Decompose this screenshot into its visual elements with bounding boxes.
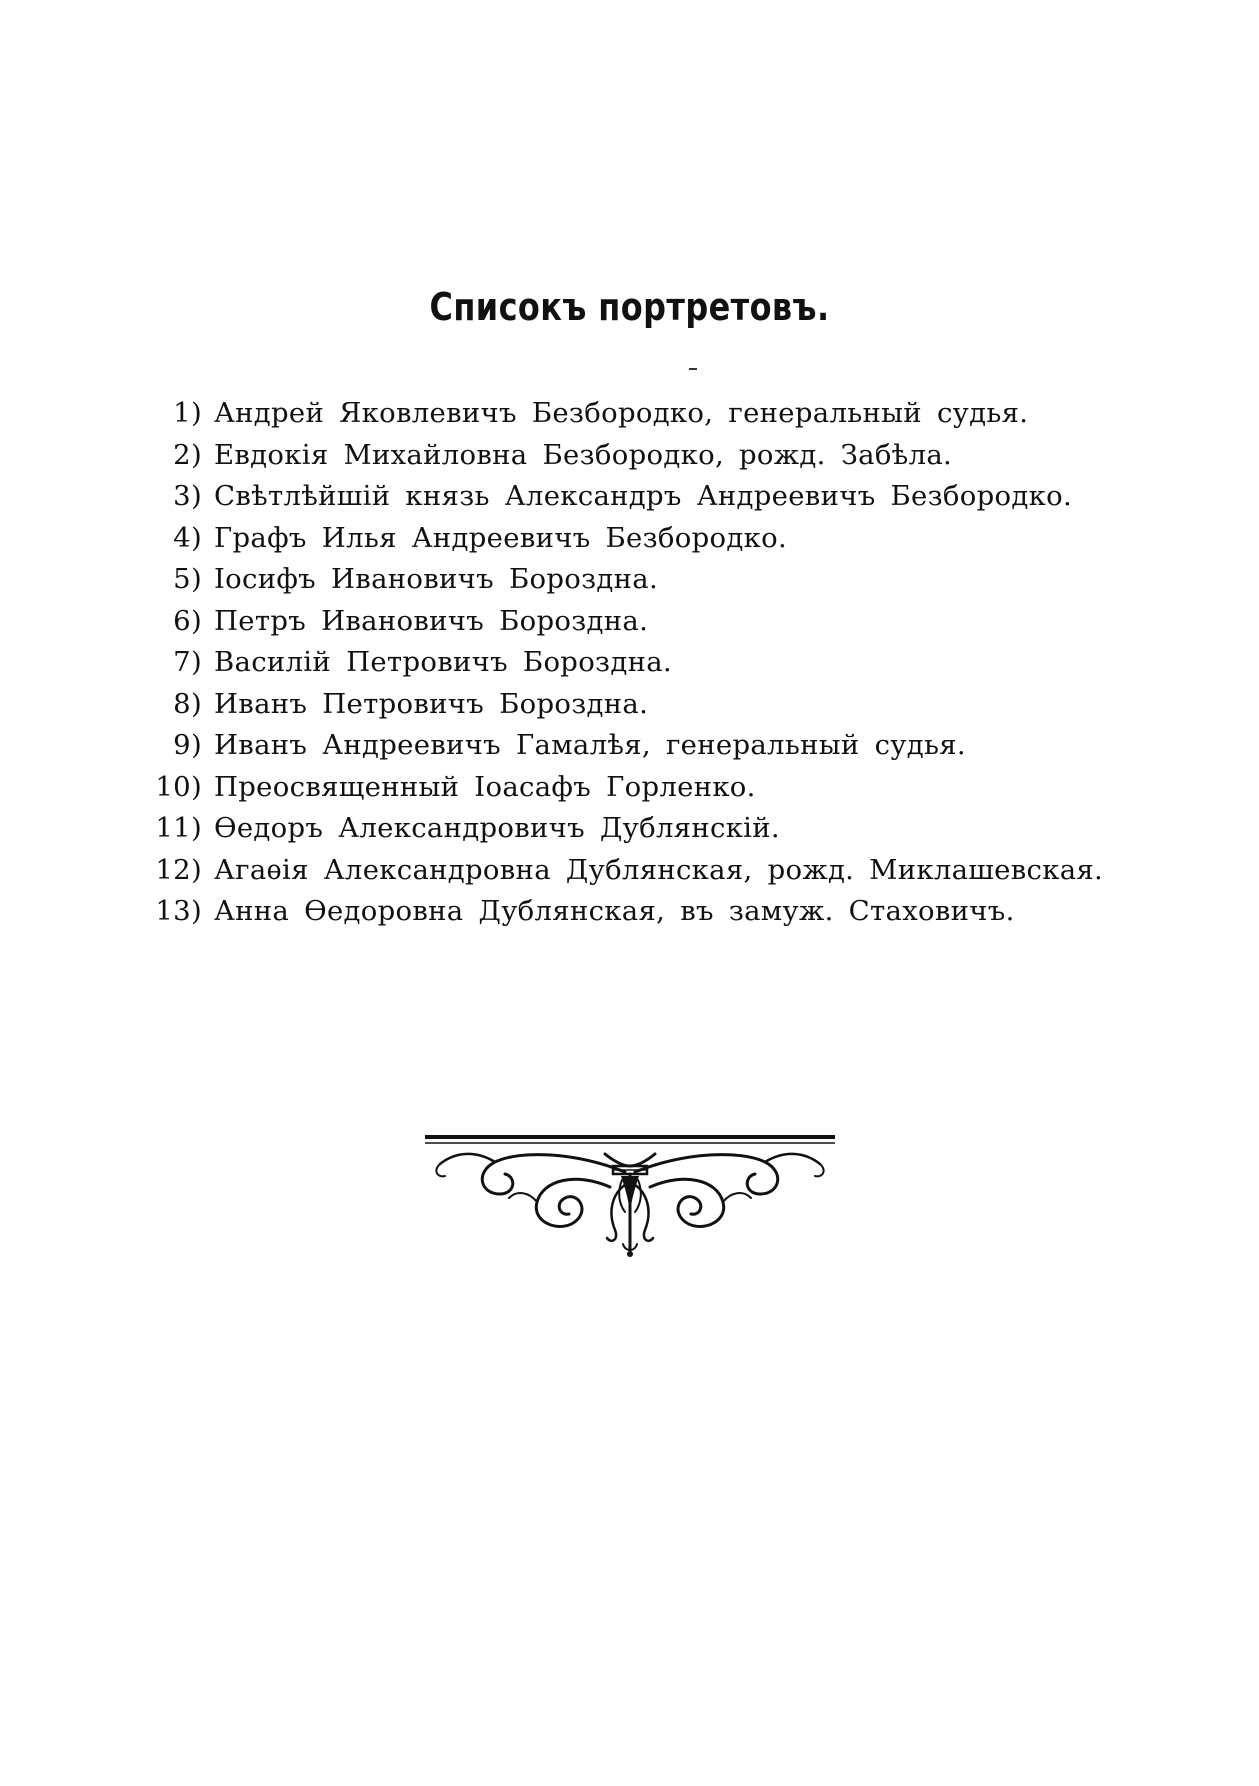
- list-item-text: Ѳедоръ Александровичъ Дублянскій.: [214, 812, 780, 844]
- title-dash-divider: [689, 368, 697, 370]
- list-item-number: 3): [173, 480, 202, 512]
- list-item-text: Свѣтлѣйшій князь Александръ Андреевичъ Безбородко.: [214, 480, 1073, 512]
- list-item-text: Петръ Ивановичъ Бороздна.: [214, 604, 649, 637]
- portrait-list: [146, 393, 1146, 933]
- list-item: [146, 808, 1146, 850]
- list-item-number: 1): [173, 397, 202, 429]
- list-item-text: Андрей Яковлевичъ Безбородко, генеральный судья.: [214, 397, 1029, 429]
- list-item: [146, 518, 1146, 560]
- list-item-number: 9): [173, 729, 202, 761]
- list-item: [146, 435, 1146, 477]
- list-item-number: 13): [155, 895, 202, 927]
- ornament-flourish-icon: [425, 1132, 835, 1262]
- list-item-number: 8): [173, 687, 202, 720]
- list-item-text: Агаѳія Александровна Дублянская, рожд. Миклашевская.: [214, 853, 1104, 886]
- list-item-text: Иванъ Петровичъ Бороздна.: [214, 687, 649, 720]
- list-item-number: 4): [173, 521, 202, 554]
- list-item-number: 6): [173, 604, 202, 637]
- list-item-text: Василій Петровичъ Бороздна.: [214, 646, 672, 678]
- list-item-text: Евдокія Михайловна Безбородко, рожд. Забѣла.: [214, 438, 953, 471]
- list-item: [146, 642, 1146, 684]
- list-item-number: 11): [155, 812, 202, 844]
- list-item: [146, 601, 1146, 643]
- list-item: [146, 559, 1146, 601]
- list-item: [146, 393, 1146, 435]
- list-item: [146, 767, 1146, 809]
- list-item-number: 2): [173, 438, 202, 471]
- list-item-text: Преосвященный Іоасафъ Горленко.: [214, 770, 756, 803]
- page-title: Списокъ портретовъ.: [429, 285, 830, 329]
- list-item-text: Иванъ Андреевичъ Гамалѣя, генеральный судья.: [214, 729, 966, 761]
- list-item: [146, 850, 1146, 892]
- list-item-text: Іосифъ Ивановичъ Бороздна.: [214, 563, 659, 595]
- list-item-text: Графъ Илья Андреевичъ Безбородко.: [214, 521, 788, 554]
- list-item-text: Анна Ѳедоровна Дублянская, въ замуж. Стаховичъ.: [214, 895, 1015, 927]
- list-item-number: 12): [155, 853, 202, 886]
- list-item-number: 7): [173, 646, 202, 678]
- list-item: [146, 725, 1146, 767]
- list-item: [146, 476, 1146, 518]
- list-item: [146, 891, 1146, 933]
- list-item-number: 10): [155, 770, 202, 803]
- list-item: [146, 684, 1146, 726]
- list-item-number: 5): [173, 563, 202, 595]
